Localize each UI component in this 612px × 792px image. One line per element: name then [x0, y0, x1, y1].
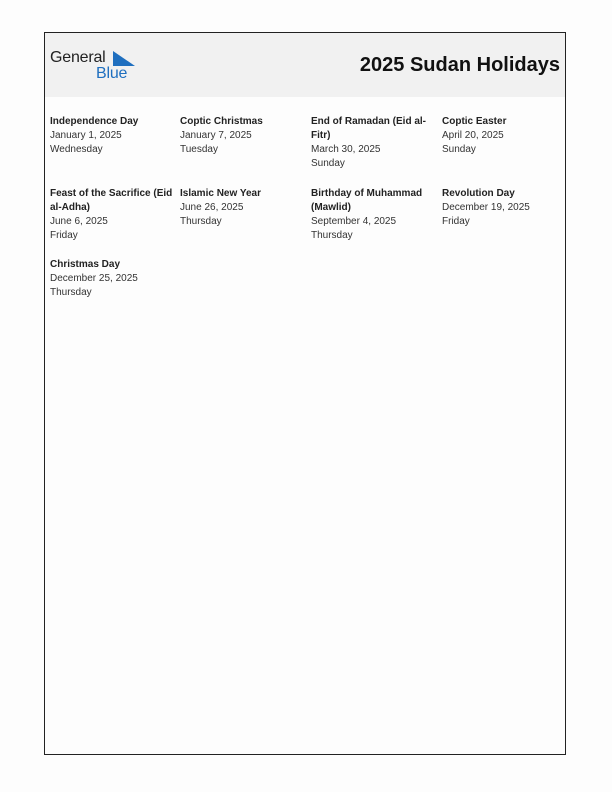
generalblue-logo — [50, 48, 140, 84]
holiday-entry — [311, 187, 435, 243]
holiday-name: Birthday of Muhammad (Mawlid) — [311, 188, 423, 213]
holiday-name: Islamic New Year — [180, 188, 261, 199]
holiday-entry — [50, 258, 174, 300]
holiday-entry — [50, 187, 174, 243]
holiday-date: September 4, 2025 — [311, 216, 397, 227]
holiday-date: March 30, 2025 — [311, 144, 381, 155]
holiday-name: End of Ramadan (Eid al-Fitr) — [311, 116, 427, 141]
holiday-weekday: Tuesday — [180, 144, 218, 155]
holiday-date: April 20, 2025 — [442, 130, 504, 141]
holiday-name: Feast of the Sacrifice (Eid al-Adha) — [50, 188, 173, 213]
holiday-weekday: Thursday — [50, 287, 92, 298]
holiday-entry — [442, 187, 566, 229]
holiday-weekday: Friday — [50, 230, 78, 241]
logo-blue-text: Blue — [96, 65, 128, 82]
holiday-date: June 6, 2025 — [50, 216, 108, 227]
holiday-weekday: Thursday — [311, 230, 353, 241]
holiday-weekday: Sunday — [442, 144, 476, 155]
holiday-entry — [311, 115, 435, 171]
holiday-date: December 19, 2025 — [442, 202, 530, 213]
holiday-weekday: Wednesday — [50, 144, 103, 155]
holiday-weekday: Sunday — [311, 158, 345, 169]
header-band — [45, 33, 565, 97]
holiday-date: January 1, 2025 — [50, 130, 122, 141]
holiday-name: Revolution Day — [442, 188, 515, 199]
holiday-entry — [180, 115, 304, 157]
holiday-name: Independence Day — [50, 116, 139, 127]
logo-general-text: General — [50, 49, 106, 66]
holiday-date: January 7, 2025 — [180, 130, 252, 141]
holiday-name: Christmas Day — [50, 259, 121, 270]
holiday-entry — [50, 115, 174, 157]
holiday-date: December 25, 2025 — [50, 273, 138, 284]
page-frame — [44, 32, 566, 755]
holiday-date: June 26, 2025 — [180, 202, 244, 213]
holiday-weekday: Thursday — [180, 216, 222, 227]
page-title: 2025 Sudan Holidays — [359, 54, 560, 76]
holiday-name: Coptic Christmas — [180, 116, 263, 127]
holiday-entry — [442, 115, 566, 157]
holiday-name: Coptic Easter — [442, 116, 507, 127]
holiday-entry — [180, 187, 304, 229]
holiday-weekday: Friday — [442, 216, 470, 227]
